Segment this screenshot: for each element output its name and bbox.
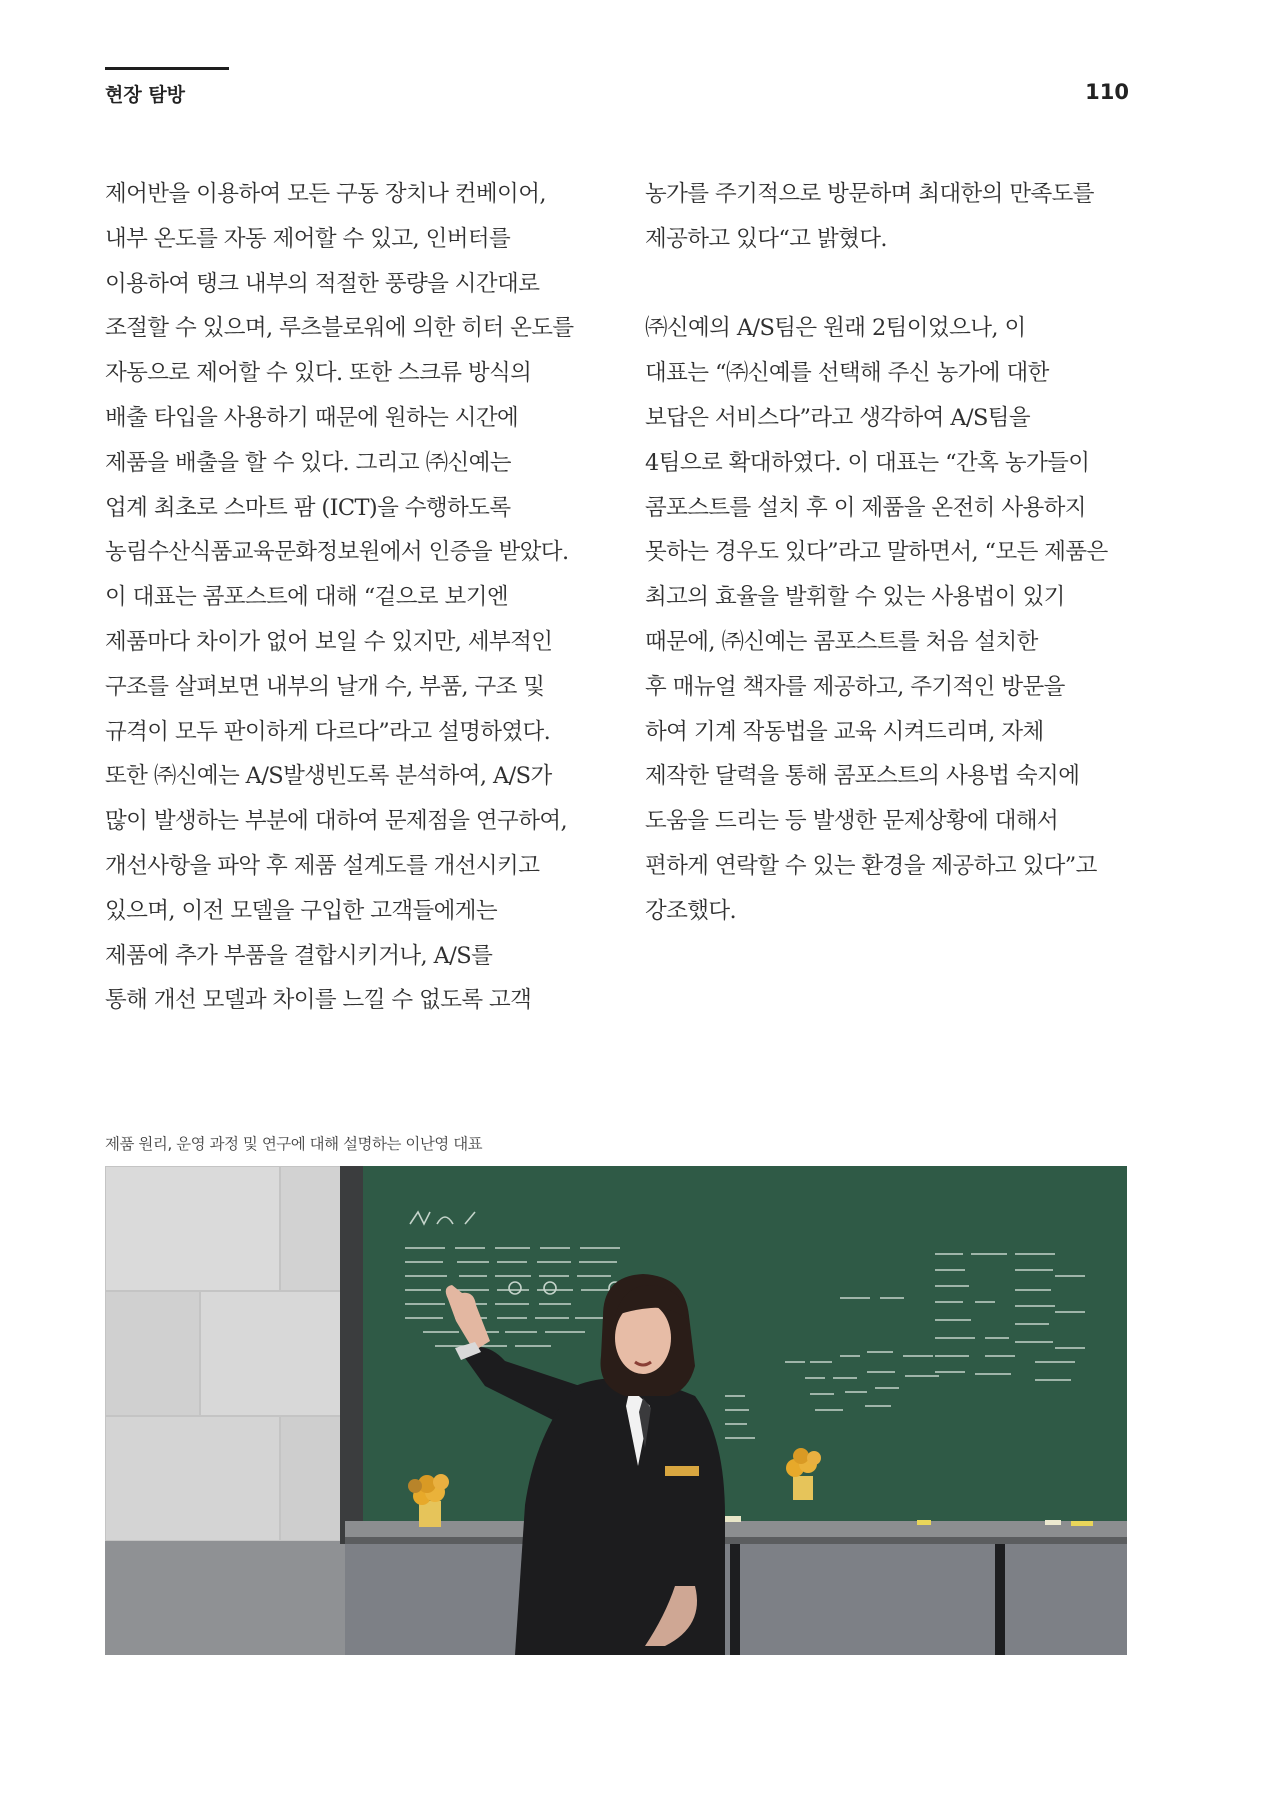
photo-illustration: [105, 1166, 1127, 1655]
text-line: 못하는 경우도 있다”라고 말하면서, “모든 제품은: [645, 539, 1108, 566]
photo-caption: 제품 원리, 운영 과정 및 연구에 대해 설명하는 이난영 대표: [105, 1135, 483, 1153]
text-line: 보답은 서비스다”라고 생각하여 A/S팀을: [645, 404, 1031, 431]
article-column-left: [105, 172, 605, 1023]
text-line: 제품마다 차이가 없어 보일 수 있지만, 세부적인: [105, 628, 553, 655]
wall-lower: [105, 1541, 345, 1655]
text-line: 조절할 수 있으며, 루츠블로워에 의한 히터 온도를: [105, 315, 574, 342]
text-line: 규격이 모두 판이하게 다르다”라고 설명하였다.: [105, 718, 551, 745]
text-line: 많이 발생하는 부분에 대하여 문제점을 연구하여,: [105, 808, 568, 835]
page-number: 110: [1085, 80, 1129, 104]
text-line: 구조를 살펴보면 내부의 날개 수, 부품, 구조 및: [105, 673, 545, 700]
text-line: 이용하여 탱크 내부의 적절한 풍량을 시간대로: [105, 270, 540, 297]
text-line: 업계 최초로 스마트 팜 (ICT)을 수행하도록: [105, 494, 511, 521]
text-line: 최고의 효율을 발휘할 수 있는 사용법이 있기: [645, 584, 1065, 611]
text-line: 제공하고 있다“고 밝혔다.: [645, 225, 887, 252]
text-line: 제품에 추가 부품을 결합시키거나, A/S를: [105, 942, 493, 969]
text-line: 개선사항을 파악 후 제품 설계도를 개선시키고: [105, 852, 540, 879]
text-line: 농가를 주기적으로 방문하며 최대한의 만족도를: [645, 181, 1094, 207]
text-line: 제품을 배출을 할 수 있다. 그리고 ㈜신예는: [105, 449, 511, 476]
text-line: 있으며, 이전 모델을 구입한 고객들에게는: [105, 897, 498, 924]
text-line: 제작한 달력을 통해 콤포스트의 사용법 숙지에: [645, 763, 1080, 790]
text-line: 후 매뉴얼 책자를 제공하고, 주기적인 방문을: [645, 673, 1065, 700]
article-column-right: [645, 172, 1145, 934]
text-line: 도움을 드리는 등 발생한 문제상황에 대해서: [645, 808, 1059, 835]
text-line: 제어반을 이용하여 모든 구동 장치나 컨베이어,: [105, 181, 546, 207]
text-line: 편하게 연락할 수 있는 환경을 제공하고 있다”고: [645, 852, 1097, 879]
text-line: 내부 온도를 자동 제어할 수 있고, 인버터를: [105, 225, 511, 252]
text-line: 콤포스트를 설치 후 이 제품을 온전히 사용하지: [645, 494, 1086, 521]
text-line: 통해 개선 모델과 차이를 느낄 수 없도록 고객: [105, 987, 532, 1014]
section-title: 현장 탐방: [105, 84, 186, 106]
text-line: 4팀으로 확대하였다. 이 대표는 “간혹 농가들이: [645, 449, 1090, 476]
text-line: 자동으로 제어할 수 있다. 또한 스크류 방식의: [105, 360, 532, 387]
text-line: 배출 타입을 사용하기 때문에 원하는 시간에: [105, 404, 519, 431]
text-line: 이 대표는 콤포스트에 대해 “겉으로 보기엔: [105, 584, 508, 611]
text-line: 하여 기계 작동법을 교육 시켜드리며, 자체: [645, 718, 1044, 745]
text-line: 강조했다.: [645, 897, 737, 924]
article-photo: [105, 1166, 1127, 1655]
paragraph-gap: [645, 262, 1145, 307]
text-line: 농림수산식품교육문화정보원에서 인증을 받았다.: [105, 539, 569, 566]
text-line: 대표는 “㈜신예를 선택해 주신 농가에 대한: [645, 360, 1049, 387]
chalk-tray: [345, 1521, 1127, 1537]
text-line: ㈜신예의 A/S팀은 원래 2팀이었으나, 이: [645, 315, 1026, 342]
header-rule: [105, 67, 229, 70]
text-line: 또한 ㈜신예는 A/S발생빈도록 분석하여, A/S가: [105, 763, 552, 790]
text-line: 때문에, ㈜신예는 콤포스트를 처음 설치한: [645, 628, 1038, 655]
